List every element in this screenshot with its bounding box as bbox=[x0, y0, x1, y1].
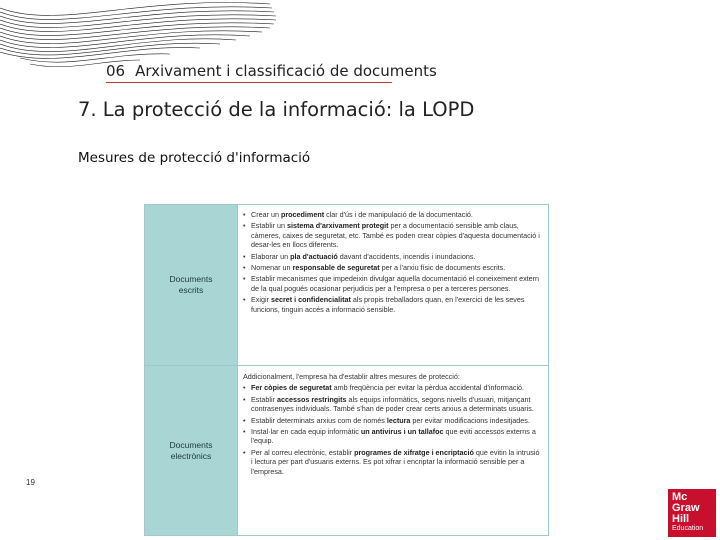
category-cell bbox=[145, 366, 237, 535]
table-row-electronic-documents bbox=[145, 366, 548, 535]
list-item: • Crear un procediment clar d'ús i de manipulació de la documentació. bbox=[243, 210, 542, 219]
chapter-heading bbox=[106, 62, 437, 80]
list-item: • Per al correu electrònic, establir programes de xifratge i encriptació que evitin la intrusió i lectura per part d'usuaris externs. Es pot xifrar i encriptar la informació sensible per a l'empresa. bbox=[243, 448, 542, 476]
intro-text: Addicionalment, l'empresa ha d'establir altres mesures de protecció: bbox=[243, 372, 460, 381]
mcgraw-hill-logo: Mc Graw Hill Education bbox=[668, 489, 716, 537]
list-item: • Establir determinats arxius com de només lectura per evitar modificacions indesitjades. bbox=[243, 416, 542, 425]
content-cell bbox=[237, 205, 548, 365]
subtitle: Mesures de protecció d'informació bbox=[78, 150, 311, 166]
table-row-written-documents bbox=[145, 205, 548, 366]
category-label: Documents escrits bbox=[169, 274, 213, 295]
chapter-number: 06 bbox=[106, 62, 126, 80]
list-item: • Instal·lar en cada equip informàtic un antivirus i un tallafoc que eviti accessos externs a l'equip. bbox=[243, 427, 542, 446]
list-item: • Establir un sistema d'arxivament protegit per a documentació sensible amb claus, càmeres, caixes de seguretat, etc. També es poden crear còpies d'aquesta documentació i desar-les en llocs diferents. bbox=[243, 221, 542, 249]
decorative-wave-graphic bbox=[0, 0, 290, 70]
measures-list bbox=[243, 210, 542, 314]
category-cell bbox=[145, 205, 237, 365]
list-item: • Establir mecanismes que impedeixin divulgar aquella documentació el coneixement extern de la qual pogués ocasionar perjudicis per a l'empresa o per a terceres persones. bbox=[243, 274, 542, 293]
content-cell bbox=[237, 366, 548, 535]
page-number: 19 bbox=[26, 478, 35, 487]
section-title: 7. La protecció de la informació: la LOPD bbox=[78, 98, 475, 121]
list-item: • Fer còpies de seguretat amb freqüència per evitar la pèrdua accidental d'informació. bbox=[243, 383, 542, 392]
list-item: • Establir accessos restringits als equips informàtics, segons nivells d'usuari, mitjançant contrasenyes individuals. També s'han de poder crear certs arxius a determinats usuaris. bbox=[243, 395, 542, 414]
protection-measures-table bbox=[144, 204, 549, 536]
measures-list bbox=[243, 383, 542, 476]
chapter-underline bbox=[106, 82, 392, 83]
list-item: • Nomenar un responsable de seguretat per a l'arxiu físic de documents escrits. bbox=[243, 263, 542, 272]
category-label: Documents electrònics bbox=[169, 439, 213, 461]
chapter-title: Arxivament i classificació de documents bbox=[135, 62, 437, 80]
list-item: • Elaborar un pla d'actuació davant d'accidents, incendis i inundacions. bbox=[243, 252, 542, 261]
list-item: • Exigir secret i confidencialitat als propis treballadors quan, en l'exercici de les seves funcions, tinguin accés a informació sensible. bbox=[243, 295, 542, 314]
